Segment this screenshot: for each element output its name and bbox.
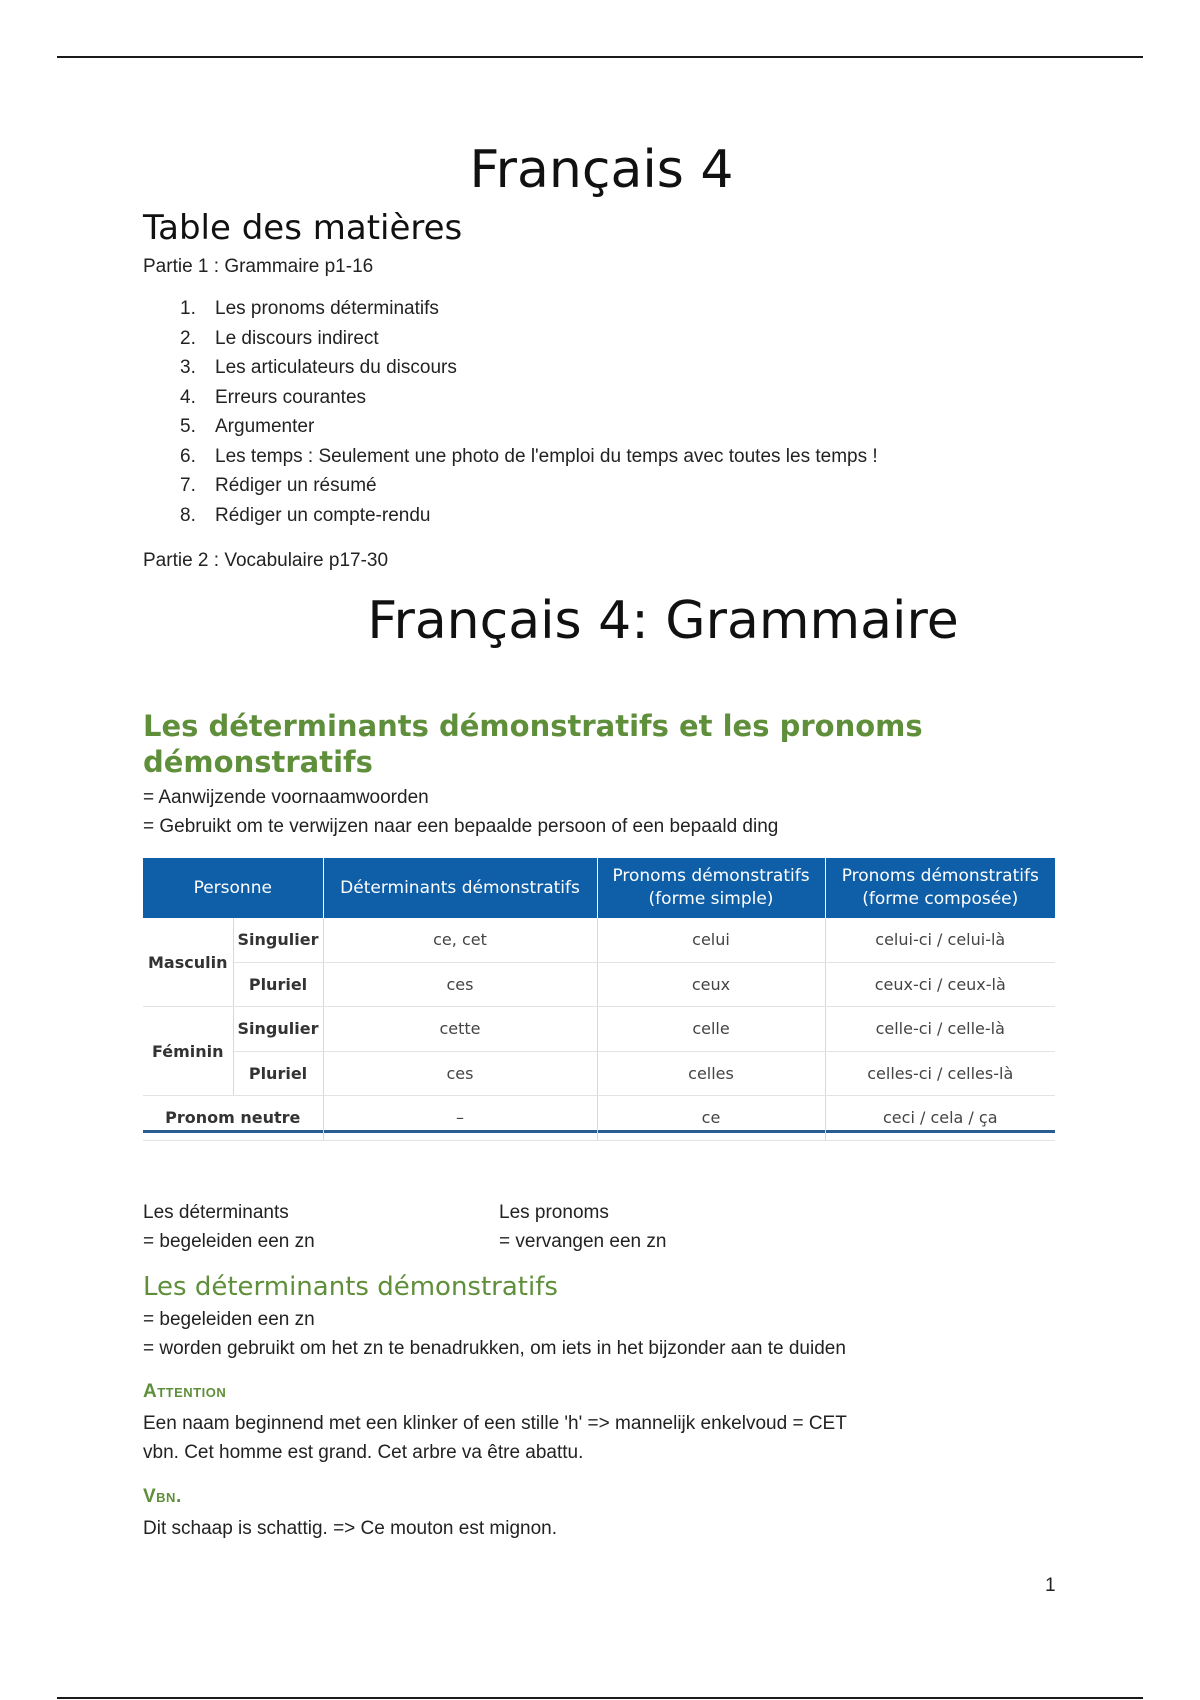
table-row: [143, 1096, 1055, 1141]
grammar-title: Français 4: Grammaire: [367, 591, 959, 651]
table-cell: ceux-ci / ceux-là: [825, 962, 1055, 1007]
number-singulier: Singulier: [233, 1007, 323, 1052]
attention-text: [143, 1409, 847, 1467]
attention-label: Attention: [143, 1381, 227, 1402]
toc-item: 4. Erreurs courantes: [180, 386, 367, 408]
number-pluriel: Pluriel: [233, 962, 323, 1007]
table-cell: –: [323, 1096, 597, 1141]
toc-list: [180, 294, 878, 530]
gender-masculin: Masculin: [143, 918, 233, 1007]
table-cell: celles: [597, 1051, 825, 1096]
header-personne: Personne: [143, 858, 323, 918]
demonstratives-table: [143, 858, 1055, 1141]
table-row: [143, 1007, 1055, 1052]
gender-feminin: Féminin: [143, 1007, 233, 1096]
table-row: [143, 918, 1055, 962]
table-cell: celles-ci / celles-là: [825, 1051, 1055, 1096]
number-singulier: Singulier: [233, 918, 323, 962]
toc-item: 8. Rédiger un compte-rendu: [180, 504, 431, 526]
section2-heading: Les déterminants démonstratifs: [143, 1272, 558, 1302]
example-text: Dit schaap is schattig. => Ce mouton est mignon.: [143, 1518, 557, 1539]
section1-heading: Les déterminants démonstratifs et les pronoms démonstratifs: [143, 709, 923, 779]
pronom-neutre-label: Pronom neutre: [143, 1096, 323, 1141]
column-pronoms: [499, 1198, 666, 1256]
toc-part1: Partie 1 : Grammaire p1-16: [143, 256, 374, 277]
header-determinants: Déterminants démonstratifs: [323, 858, 597, 918]
section1-definitions: [143, 783, 778, 841]
table-cell: ces: [323, 1051, 597, 1096]
toc-heading: Table des matières: [143, 208, 463, 248]
example-label: Vbn.: [143, 1486, 182, 1507]
bottom-rule: [57, 1697, 1143, 1699]
toc-item: 6. Les temps : Seulement une photo de l'emploi du temps avec toutes les temps !: [180, 445, 878, 467]
toc-item: 1. Les pronoms déterminatifs: [180, 298, 439, 319]
toc-part2: Partie 2 : Vocabulaire p17-30: [143, 550, 389, 571]
demonstratives-table-wrapper: [143, 858, 1055, 1133]
document-title: Français 4: [469, 140, 734, 200]
top-rule: [57, 56, 1143, 58]
column-title: Les déterminants: [143, 1202, 289, 1223]
table-cell: celui-ci / celui-là: [825, 918, 1055, 962]
table-header-row: [143, 858, 1055, 918]
page-number: 1: [1045, 1575, 1056, 1596]
table-cell: celui: [597, 918, 825, 962]
table-cell: ceux: [597, 962, 825, 1007]
table-cell: celle: [597, 1007, 825, 1052]
table-cell: ceci / cela / ça: [825, 1096, 1055, 1141]
definition-line: = Aanwijzende voornaamwoorden: [143, 787, 429, 808]
table-cell: celle-ci / celle-là: [825, 1007, 1055, 1052]
table-cell: ce, cet: [323, 918, 597, 962]
section2-definitions: [143, 1305, 846, 1363]
number-pluriel: Pluriel: [233, 1051, 323, 1096]
toc-item: 2. Le discours indirect: [180, 327, 379, 349]
header-pronoms-simple: Pronoms démonstratifs (forme simple): [597, 858, 825, 918]
table-cell: cette: [323, 1007, 597, 1052]
definition-line: = begeleiden een zn: [143, 1309, 315, 1330]
definition-line: = worden gebruikt om het zn te benadrukken, om iets in het bijzonder aan te duiden: [143, 1338, 846, 1359]
toc-item: 3. Les articulateurs du discours: [180, 357, 457, 378]
toc-item: 7. Rédiger un résumé: [180, 475, 377, 496]
column-determinants: [143, 1198, 315, 1256]
definition-line: = Gebruikt om te verwijzen naar een bepaalde persoon of een bepaald ding: [143, 816, 779, 837]
table-row: [143, 1051, 1055, 1096]
attention-line: vbn. Cet homme est grand. Cet arbre va être abattu.: [143, 1442, 584, 1463]
column-text: = begeleiden een zn: [143, 1231, 315, 1252]
attention-line: Een naam beginnend met een klinker of een stille 'h' => mannelijk enkelvoud = CET: [143, 1413, 847, 1434]
column-title: Les pronoms: [499, 1202, 609, 1223]
toc-item: 5. Argumenter: [180, 416, 315, 437]
table-row: [143, 962, 1055, 1007]
header-pronoms-composee: Pronoms démonstratifs (forme composée): [825, 858, 1055, 918]
column-text: = vervangen een zn: [499, 1231, 667, 1252]
table-cell: ces: [323, 962, 597, 1007]
table-cell: ce: [597, 1096, 825, 1141]
